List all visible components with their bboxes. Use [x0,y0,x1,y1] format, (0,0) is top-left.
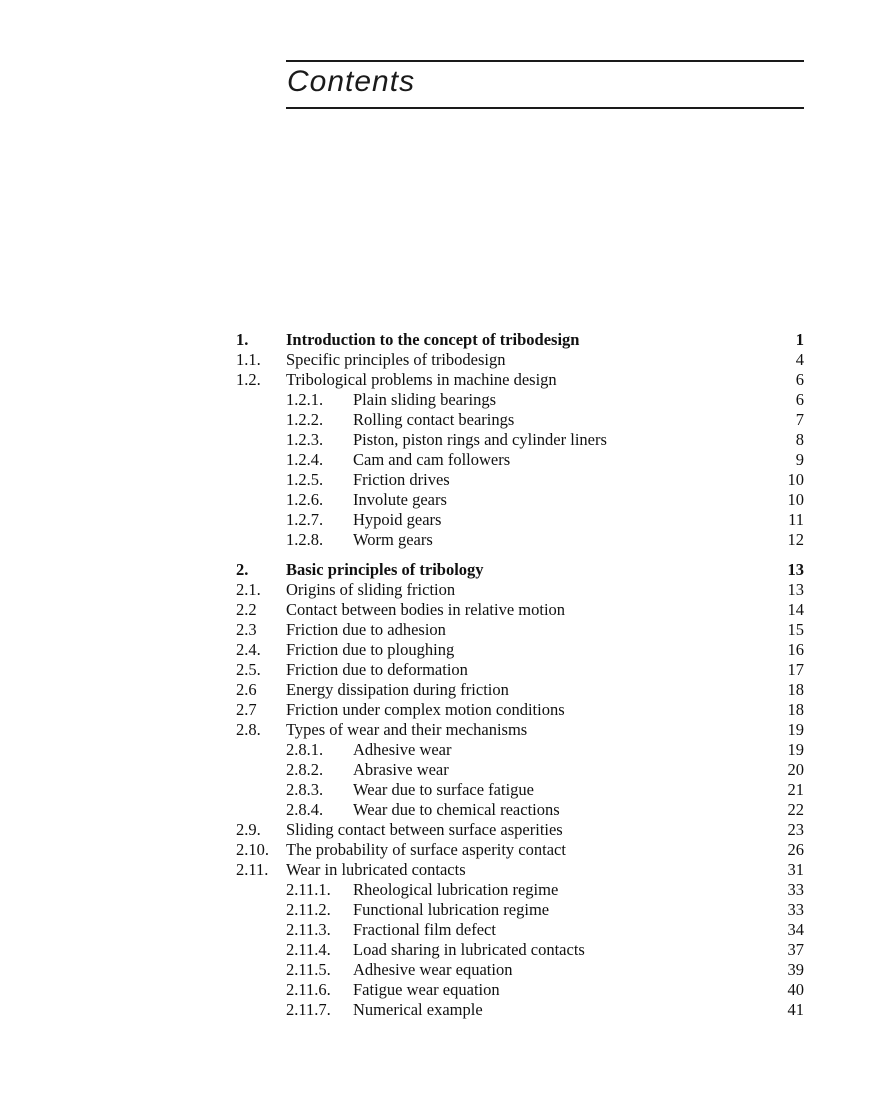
toc-entry-title: Numerical example [353,1000,483,1019]
toc-entry-page-number: 16 [787,640,804,659]
toc-entry-number: 2.4. [236,640,261,659]
toc-entry-page-number: 23 [787,820,804,839]
table-of-contents [236,330,804,1020]
toc-entry-number: 2.6 [236,680,257,699]
toc-entry [236,940,804,960]
toc-entry-page-number: 22 [787,800,804,819]
toc-entry [236,760,804,780]
toc-entry-page-number: 26 [787,840,804,859]
toc-entry-title: Wear in lubricated contacts [286,860,466,879]
toc-entry-page-number: 19 [787,740,804,759]
toc-entry-number: 2.11. [236,860,269,879]
toc-entry-title: Hypoid gears [353,510,442,529]
toc-entry [236,560,804,580]
toc-entry [236,370,804,390]
toc-entry-title: Types of wear and their mechanisms [286,720,528,739]
toc-entry-title: Friction due to adhesion [286,620,446,639]
toc-entry [236,580,804,600]
toc-entry-number: 1.2.6. [286,490,324,509]
toc-entry-title: Introduction to the concept of tribodesign [286,330,580,349]
toc-entry [236,880,804,900]
toc-entry-number: 2.5. [236,660,261,679]
page-title: Contents [287,65,416,98]
toc-entry-title: Rolling contact bearings [353,410,515,429]
toc-entry-number: 2.11.1. [286,880,331,899]
toc-entry-page-number: 39 [787,960,804,979]
toc-entry-page-number: 7 [795,410,804,429]
toc-entry-title: Wear due to chemical reactions [353,800,560,819]
top-rule [286,60,804,62]
toc-entry-title: Wear due to surface fatigue [353,780,534,799]
toc-entry-page-number: 13 [787,580,804,599]
toc-entry-number: 2. [236,560,249,579]
toc-entry-title: Piston, piston rings and cylinder liners [353,430,607,449]
toc-entry-page-number: 11 [788,510,804,529]
toc-entry-page-number: 12 [787,530,804,549]
toc-entry-title: Fatigue wear equation [353,980,500,999]
toc-entry-number: 2.1. [236,580,261,599]
toc-entry-page-number: 15 [787,620,804,639]
toc-entry [236,600,804,620]
toc-entry-title: Abrasive wear [353,760,449,779]
toc-entry-number: 1.2. [236,370,261,389]
toc-entry-number: 1.1. [236,350,261,369]
toc-entry-page-number: 4 [795,350,804,369]
toc-entry [236,470,804,490]
toc-entry-number: 2.11.6. [286,980,331,999]
toc-entry-page-number: 37 [787,940,804,959]
toc-entry [236,410,804,430]
toc-entry-number: 1.2.8. [286,530,324,549]
toc-entry-page-number: 19 [787,720,804,739]
toc-entry [236,840,804,860]
toc-entry-title: Plain sliding bearings [353,390,496,409]
toc-entry [236,700,804,720]
toc-entry-number: 1.2.4. [286,450,324,469]
toc-entry-number: 1.2.5. [286,470,324,489]
toc-entry-number: 2.8.2. [286,760,324,779]
toc-entry [236,960,804,980]
toc-entry-title: Friction under complex motion conditions [286,700,565,719]
toc-entry-number: 2.7 [236,700,257,719]
toc-entry-page-number: 41 [787,1000,804,1019]
toc-entry [236,860,804,880]
toc-entry-number: 1.2.3. [286,430,324,449]
toc-entry-page-number: 33 [787,900,804,919]
toc-entry-title: Involute gears [353,490,447,509]
toc-entry [236,660,804,680]
toc-entry-page-number: 1 [795,330,804,349]
toc-entry [236,450,804,470]
toc-entry [236,800,804,820]
toc-entry-number: 2.9. [236,820,261,839]
toc-entry-title: Adhesive wear [353,740,452,759]
toc-entry-number: 2.11.3. [286,920,331,939]
toc-entry-title: Friction due to ploughing [286,640,455,659]
toc-entry-title: Contact between bodies in relative motion [286,600,566,619]
toc-entry-page-number: 6 [795,390,804,409]
toc-entry-page-number: 31 [787,860,804,879]
toc-entry-page-number: 18 [787,680,804,699]
toc-entry [236,530,804,550]
toc-entry-page-number: 14 [787,600,804,619]
toc-entry-number: 1.2.2. [286,410,324,429]
toc-entry-title: Rheological lubrication regime [353,880,559,899]
bottom-rule [286,107,804,109]
toc-entry-title: Cam and cam followers [353,450,511,469]
toc-entry-title: Friction due to deformation [286,660,468,679]
toc-entry-page-number: 34 [787,920,804,939]
toc-entry-page-number: 6 [795,370,804,389]
toc-entry [236,920,804,940]
toc-entry [236,510,804,530]
toc-entry [236,780,804,800]
toc-entry [236,640,804,660]
toc-entry [236,980,804,1000]
toc-entry-title: Origins of sliding friction [286,580,456,599]
toc-entry [236,490,804,510]
toc-entry-number: 2.8. [236,720,261,739]
toc-entry [236,390,804,410]
toc-entry-title: Specific principles of tribodesign [286,350,506,369]
toc-entry [236,430,804,450]
toc-entry-page-number: 9 [795,450,804,469]
toc-entry-title: The probability of surface asperity contact [286,840,566,859]
toc-entry-title: Friction drives [353,470,450,489]
toc-entry-page-number: 13 [787,560,804,579]
toc-entry-number: 2.11.7. [286,1000,331,1019]
toc-entry [236,820,804,840]
toc-entry-page-number: 20 [787,760,804,779]
toc-entry-title: Energy dissipation during friction [286,680,509,699]
toc-entry-page-number: 8 [795,430,804,449]
toc-entry [236,720,804,740]
toc-entry-page-number: 33 [787,880,804,899]
toc-entry-title: Basic principles of tribology [286,560,484,579]
toc-entry-number: 2.11.2. [286,900,331,919]
toc-entry-number: 1.2.1. [286,390,324,409]
toc-entry-number: 2.2 [236,600,257,619]
toc-entry [236,350,804,370]
toc-entry [236,1000,804,1020]
toc-entry-number: 2.11.4. [286,940,331,959]
toc-entry-title: Worm gears [353,530,433,549]
toc-entry [236,900,804,920]
toc-entry-number: 1. [236,330,249,349]
toc-entry-page-number: 21 [787,780,804,799]
toc-entry-page-number: 17 [787,660,804,679]
toc-entry [236,620,804,640]
toc-entry-title: Adhesive wear equation [353,960,513,979]
toc-entry [236,330,804,350]
toc-entry-title: Fractional film defect [353,920,496,939]
toc-entry-number: 2.11.5. [286,960,331,979]
toc-entry-number: 2.8.4. [286,800,324,819]
toc-entry [236,680,804,700]
toc-entry-title: Sliding contact between surface asperities [286,820,563,839]
toc-entry-title: Load sharing in lubricated contacts [353,940,585,959]
toc-entry-page-number: 10 [787,470,804,489]
toc-entry-page-number: 10 [787,490,804,509]
toc-entry-page-number: 40 [787,980,804,999]
toc-entry [236,740,804,760]
toc-entry-title: Functional lubrication regime [353,900,550,919]
toc-entry-title: Tribological problems in machine design [286,370,557,389]
toc-entry-number: 2.8.1. [286,740,324,759]
toc-entry-number: 2.10. [236,840,269,859]
toc-entry-number: 2.8.3. [286,780,324,799]
toc-entry-page-number: 18 [787,700,804,719]
toc-entry-number: 2.3 [236,620,257,639]
toc-entry-number: 1.2.7. [286,510,324,529]
